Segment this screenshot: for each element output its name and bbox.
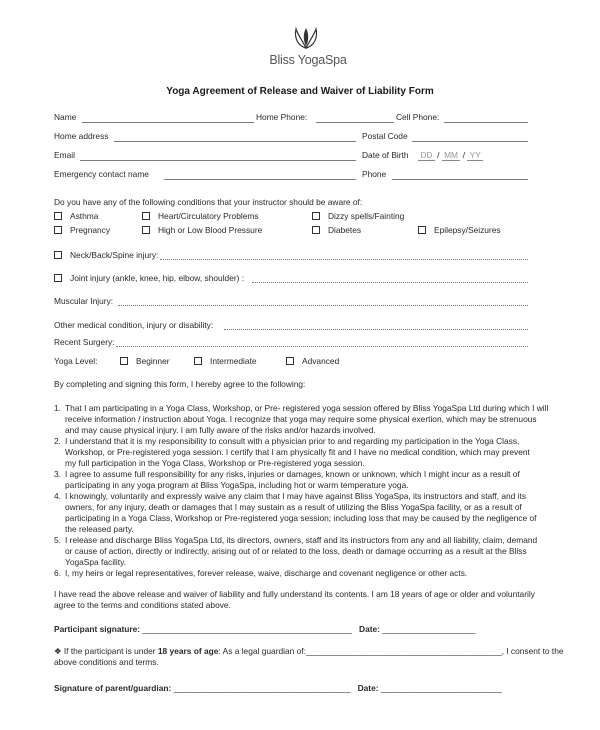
minor-consent-line-2: above conditions and terms. [54,657,159,667]
muscular-label: Muscular Injury: [54,296,114,306]
minor-consent-row: ❖ If the participant is under 18 years of age: As a legal guardian of:__________________________________________, I consent to the [54,646,564,656]
condition-dizzy[interactable]: Dizzy spells/Fainting [312,211,404,222]
dob-label: Date of Birth [362,150,409,160]
clause-2: 2. I understand that it is my responsibility to consult with a physician prior to and regarding my participation in the Yoga Class, Workshop, or Pre-registered yoga session. I certify that I am physically fit and I have no medical condition, which may prevent my full participation in the Yoga Class, Workshop or Pre-registered yoga session. [54,436,530,468]
agreement-intro: By completing and signing this form, I hereby agree to the following: [54,379,306,389]
condition-epilepsy[interactable]: Epilepsy/Seizures [418,225,501,236]
email-label: Email [54,150,75,160]
guardian-date-label: Date: [357,683,379,693]
participant-signature-field[interactable]: _____________________________________________ [142,624,353,634]
dob-mm: MM [444,150,459,160]
phone-field[interactable] [392,179,528,180]
home-address-field[interactable] [114,141,356,142]
logo-text: Bliss YogaSpa [269,53,347,67]
email-field[interactable] [80,160,356,161]
home-phone-label: Home Phone: [256,112,308,122]
condition-blood-pressure[interactable]: High or Low Blood Pressure [142,225,262,236]
home-phone-field[interactable] [316,122,394,123]
postal-code-field[interactable] [412,141,528,142]
guardian-signature-row [54,683,502,694]
yoga-level-label: Yoga Level: [54,356,98,366]
postal-code-label: Postal Code [362,131,408,141]
other-condition-field[interactable] [224,329,528,330]
muscular-field[interactable] [118,305,528,306]
checkbox[interactable] [142,212,150,220]
guardian-date-field[interactable]: __________________________ [380,683,502,693]
level-beginner[interactable]: Beginner [120,356,170,367]
lotus-logo-icon [288,26,324,50]
closing-line-2: agree to the terms and conditions stated above. [54,600,231,610]
condition-pregnancy[interactable]: Pregnancy [54,225,110,236]
emergency-contact-field[interactable] [164,179,356,180]
checkbox[interactable] [142,226,150,234]
joint-field[interactable] [252,282,528,283]
name-field[interactable] [82,122,254,123]
participant-signature-row [54,624,475,635]
checkbox[interactable] [312,212,320,220]
checkbox[interactable] [418,226,426,234]
dob-field[interactable] [418,150,483,161]
guardian-signature-label: Signature of parent/guardian: [54,683,172,693]
checkbox[interactable] [54,251,62,259]
logo [258,26,358,74]
condition-heart[interactable]: Heart/Circulatory Problems [142,211,259,222]
closing-line-1: I have read the above release and waiver of liability and fully understand its contents. I am 18 years of age or older and voluntarily [54,589,535,599]
checkbox[interactable] [194,357,202,365]
other-condition-label: Other medical condition, injury or disability: [54,320,214,330]
clauses-list [54,403,554,579]
clause-5: 5. I release and discharge Bliss YogaSpa Ltd, its directors, owners, staff and its instructors from any and all liability, claim, demand or cause of action, directly or indirectly, arising out of or related to the loss, death or damage occurring as a result at the Bliss YogaSpa facility. [54,535,538,567]
condition-asthma[interactable]: Asthma [54,211,98,222]
dob-sep-2: / [462,150,466,160]
checkbox[interactable] [54,226,62,234]
neck-back-field[interactable] [160,259,528,260]
cell-phone-field[interactable] [444,122,528,123]
participant-date-label: Date: [359,624,380,634]
phone-label: Phone [362,169,387,179]
checkbox[interactable] [312,226,320,234]
emergency-contact-label: Emergency contact name [54,169,149,179]
clause-6: 6. I, my heirs or legal representatives, forever release, waive, discharge and covenant negligence or other acts. [54,568,468,578]
guardian-of-field[interactable]: __________________________________________ [305,646,502,656]
clause-3: 3. I agree to assume full responsibility for any risks, injuries or damages, known or unknown, which I might incur as a result of participating in any yoga program at Bliss YogaSpa, including hot or warm temperature yoga. [54,469,520,490]
name-label: Name [54,112,77,122]
form-title: Yoga Agreement of Release and Waiver of Liability Form [166,86,434,97]
dob-sep-1: / [437,150,440,160]
dob-yy: YY [469,150,481,160]
participant-signature-label: Participant signature: [54,624,141,634]
home-address-label: Home address [54,131,109,141]
level-intermediate[interactable]: Intermediate [194,356,257,367]
condition-diabetes[interactable]: Diabetes [312,225,361,236]
guardian-signature-field[interactable]: ______________________________________ [173,683,351,693]
cell-phone-label: Cell Phone: [396,112,440,122]
clause-1: 1. That I am participating in a Yoga Class, Workshop, or Pre- registered yoga session offered by Bliss YogaSpa Ltd during which I will receive information / instruction about Yoga. I recognize that yoga may require some physical exertion, which may be strenuous and may cause physical injury. I am fully aware of the risks and/or hazards involved. [54,403,549,435]
clause-4: 4. I knowingly, voluntarily and expressly waive any claim that I may have against Bliss YogaSpa, its instructors and staff, and its owners, for any injury, death or damages that I may sustain as a result of utilizing the Bliss YogaSpa facility, or as a result of participating in a Yoga Class, Workshop or Pre-registered yoga session; including loss that may be caused by the negligence of the released party. [54,491,537,534]
checkbox[interactable] [120,357,128,365]
condition-joint[interactable]: Joint injury (ankle, knee, hip, elbow, shoulder) : [54,273,244,284]
level-advanced[interactable]: Advanced [286,356,339,367]
checkbox[interactable] [286,357,294,365]
participant-date-field[interactable]: ____________________ [382,624,476,634]
bullet-icon: ❖ [54,646,62,656]
conditions-prompt: Do you have any of the following conditions that your instructor should be aware of: [54,197,363,207]
checkbox[interactable] [54,212,62,220]
checkbox[interactable] [54,274,62,282]
surgery-field[interactable] [116,346,528,347]
condition-neck-back[interactable]: Neck/Back/Spine injury: [54,250,158,261]
surgery-label: Recent Surgery: [54,337,115,347]
dob-dd: DD [420,150,433,160]
